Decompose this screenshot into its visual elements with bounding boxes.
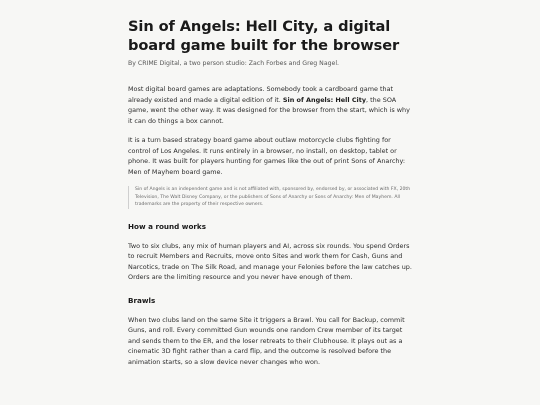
round-paragraph: Two to six clubs, any mix of human players and AI, across six rounds. You spend Orders to recruit Members and Recruits, move onto Sites and work them for Cash, Guns and Narcotics, trade on The Silk Road, and manage your Felonies before the law catches up. Orders are the limiting resource and you never have enough of them. [128,241,412,282]
section-heading-round: How a round works [128,221,206,231]
intro-text-after: , the SOA game, went the other way. It was designed for the browser from the start, which is why it can do things a box cannot. [128,95,410,125]
article-title: Sin of Angels: Hell City, a digital board game built for the browser [128,18,400,54]
byline: By CRIME Digital, a two person studio: Zach Forbes and Greg Nagel. [128,60,340,67]
intro-text-before: Most digital board games are adaptations. Somebody took a cardboard game that already existed and made a digital edition of it. [128,85,394,104]
intro-paragraph [128,84,414,126]
brawls-paragraph: When two clubs land on the same Site it triggers a Brawl. You call for Backup, commit Guns, and roll. Every committed Gun wounds one random Crew member of its target and sends them to the ER, and the loser retreats to their Clubhouse. It plays out as a cinematic 3D fight rather than a card flip, and the outcome is resolved before the animation starts, so a slow device never changes who won. [128,315,405,366]
game-name-strong: Sin of Angels: Hell City [282,95,367,104]
disclaimer-blockquote: Sin of Angels is an independent game and is not affiliated with, sponsored by, endorsed by, or associated with FX, 20th Television, The Walt Disney Company, or the publishers of Sons of Anarchy or Sons of Anarchy: Men of Mayhem. All trademarks are the property of their respective owners. [128,186,414,209]
description-paragraph: It is a turn based strategy board game about outlaw motorcycle clubs fighting for control of Los Angeles. It runs entirely in a browser, no install, on desktop, tablet or phone. It was built for players hunting for games like the out of print Sons of Anarchy: Men of Mayhem board game. [128,136,406,176]
section-heading-brawls: Brawls [128,295,156,305]
article [128,18,414,367]
